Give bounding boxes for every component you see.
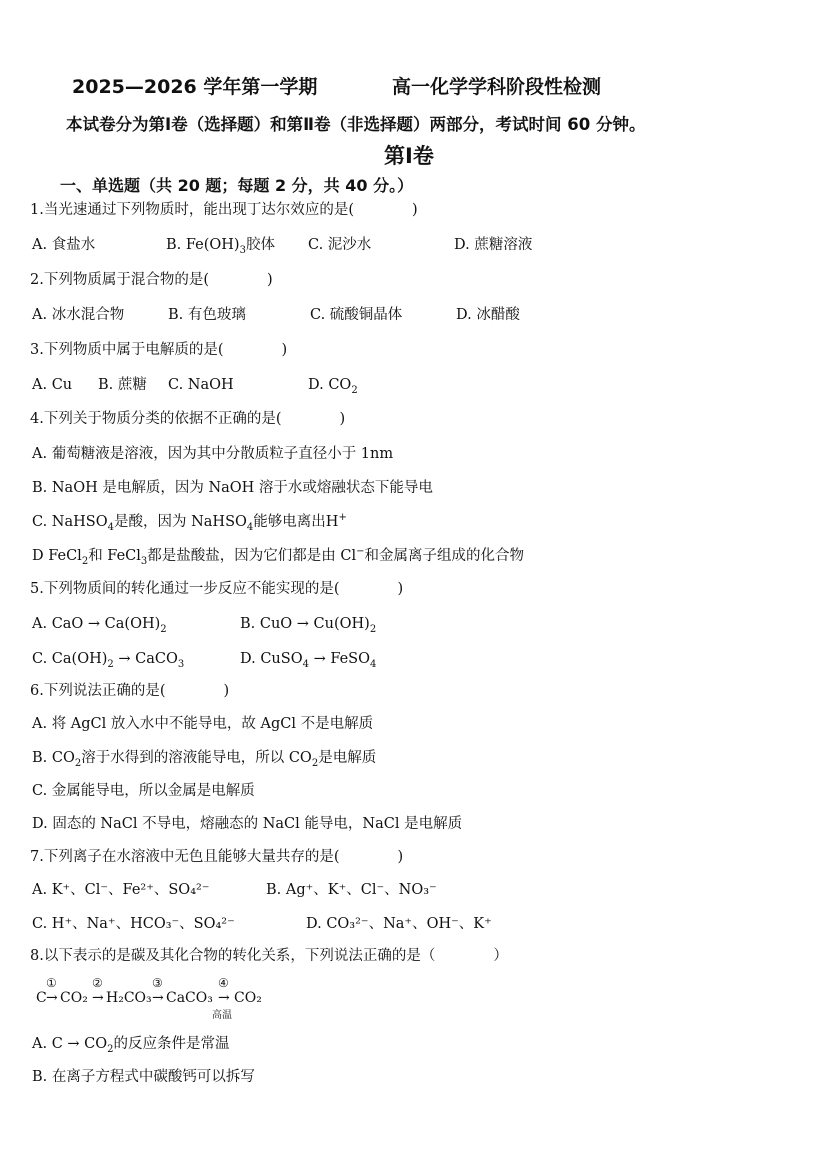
- question-4-option-a[interactable]: A. 葡萄糖液是溶液，因为其中分散质粒子直径小于 1nm: [32, 446, 394, 462]
- question-7-option-b[interactable]: B. Ag⁺、K⁺、Cl⁻、NO₃⁻: [266, 882, 437, 898]
- question-3-options: [32, 374, 632, 396]
- question-3-stem: 3.下列物质中属于电解质的是( ): [30, 342, 288, 358]
- section-title: 一、单选题（共 20 题；每题 2 分，共 40 分。）: [60, 176, 414, 195]
- chain-step-3: ③: [152, 976, 163, 990]
- question-1-options: [32, 234, 632, 256]
- question-4-stem: 4.下列关于物质分类的依据不正确的是( ): [30, 411, 346, 427]
- chain-arrow-2: →: [92, 990, 104, 1006]
- question-5-option-a[interactable]: A. CaO → $Ca(OH)_2$: [32, 616, 167, 635]
- chain-node-c: C: [36, 990, 47, 1006]
- question-6-option-c[interactable]: C. 金属能导电，所以金属是电解质: [32, 783, 255, 799]
- question-8-option-a[interactable]: A. $C \to CO_2$的反应条件是常温: [32, 1036, 230, 1055]
- chain-node-h2co3: H₂CO₃: [106, 990, 152, 1006]
- question-7-option-c[interactable]: C. H⁺、Na⁺、HCO₃⁻、SO₄²⁻: [32, 916, 235, 932]
- question-2-options: [32, 304, 632, 326]
- question-5-option-d[interactable]: D. CuSO$_4$ → FeSO$_4$: [240, 651, 377, 670]
- question-2-option-d[interactable]: D. 冰醋酸: [456, 307, 520, 323]
- exam-intro: 本试卷分为第Ⅰ卷（选择题）和第Ⅱ卷（非选择题）两部分，考试时间 60 分钟。: [66, 115, 646, 134]
- question-5-option-c[interactable]: C. $Ca(OH)_2$ → CaCO$_3$: [32, 651, 185, 670]
- chain-node-caco3: CaCO₃: [166, 990, 213, 1006]
- chain-step-2: ②: [92, 976, 103, 990]
- question-2-stem: 2.下列物质属于混合物的是( ): [30, 272, 273, 288]
- question-6-option-a[interactable]: A. 将 AgCl 放入水中不能导电，故 AgCl 不是电解质: [32, 716, 374, 732]
- question-8-stem: 8.以下表示的是碳及其化合物的转化关系，下列说法正确的是（ ）: [30, 948, 508, 964]
- question-1-stem: 1.当光速通过下列物质时，能出现丁达尔效应的是( ): [30, 202, 418, 218]
- question-7-options-row1: [32, 879, 632, 901]
- question-1-option-c[interactable]: C. 泥沙水: [308, 237, 372, 253]
- volume-title: 第Ⅰ卷: [384, 144, 434, 168]
- question-2-option-a[interactable]: A. 冰水混合物: [32, 307, 125, 323]
- question-3-option-b[interactable]: B. 蔗糖: [98, 377, 147, 393]
- chain-node-co2-final: CO₂: [234, 990, 262, 1006]
- chain-step-4: ④: [218, 976, 229, 990]
- question-5-options-row1: [32, 613, 632, 635]
- chain-arrow-3: →: [152, 990, 164, 1006]
- question-4-option-d[interactable]: D FeCl$_2$和 FeCl$_3$都是盐酸盐，因为它们都是由 Cl−和金属离子组成的化合物: [32, 546, 525, 567]
- question-6-stem: 6.下列说法正确的是( ): [30, 683, 230, 699]
- chain-arrow-1: →: [46, 990, 58, 1006]
- question-5-options-row2: [32, 648, 632, 670]
- question-5-stem: 5.下列物质间的转化通过一步反应不能实现的是( ): [30, 581, 404, 597]
- question-6-option-d[interactable]: D. 固态的 NaCl 不导电，熔融态的 NaCl 能导电，NaCl 是电解质: [32, 816, 463, 832]
- question-5-option-b[interactable]: B. CuO → $Cu(OH)_2$: [240, 616, 377, 635]
- question-7-option-a[interactable]: A. K⁺、Cl⁻、Fe²⁺、SO₄²⁻: [32, 882, 210, 898]
- question-1-option-b[interactable]: B. $Fe(OH)_3$胶体: [166, 237, 275, 256]
- chain-step-1: ①: [46, 976, 57, 990]
- question-3-option-d[interactable]: D. $CO_2$: [308, 377, 358, 396]
- question-8-option-b[interactable]: B. 在离子方程式中碳酸钙可以拆写: [32, 1069, 255, 1085]
- chain-node-co2: CO₂: [60, 990, 88, 1006]
- carbon-conversion-chain: [36, 976, 296, 1024]
- question-4-option-b[interactable]: B. NaOH 是电解质，因为 NaOH 溶于水或熔融状态下能导电: [32, 480, 433, 496]
- exam-title: 高一化学学科阶段性检测: [392, 76, 602, 98]
- chain-arrow-4: →: [218, 990, 230, 1006]
- question-6-option-b[interactable]: B. $CO_2$溶于水得到的溶液能导电，所以 $CO_2$是电解质: [32, 750, 377, 769]
- question-4-option-c[interactable]: C. NaHSO$_4$是酸，因为 NaHSO$_4$能够电离出H+: [32, 512, 347, 533]
- question-2-option-c[interactable]: C. 硫酸铜晶体: [310, 307, 403, 323]
- question-7-stem: 7.下列离子在水溶液中无色且能够大量共存的是( ): [30, 849, 404, 865]
- question-1-option-a[interactable]: A. 食盐水: [32, 237, 96, 253]
- question-3-option-a[interactable]: A. Cu: [32, 377, 73, 393]
- question-2-option-b[interactable]: B. 有色玻璃: [168, 307, 246, 323]
- chain-condition: 高温: [212, 1010, 232, 1021]
- term-title: 2025—2026 学年第一学期: [72, 76, 318, 98]
- question-3-option-c[interactable]: C. NaOH: [168, 377, 234, 393]
- question-7-options-row2: [32, 913, 632, 935]
- question-7-option-d[interactable]: D. CO₃²⁻、Na⁺、OH⁻、K⁺: [306, 916, 492, 932]
- question-1-option-d[interactable]: D. 蔗糖溶液: [454, 237, 533, 253]
